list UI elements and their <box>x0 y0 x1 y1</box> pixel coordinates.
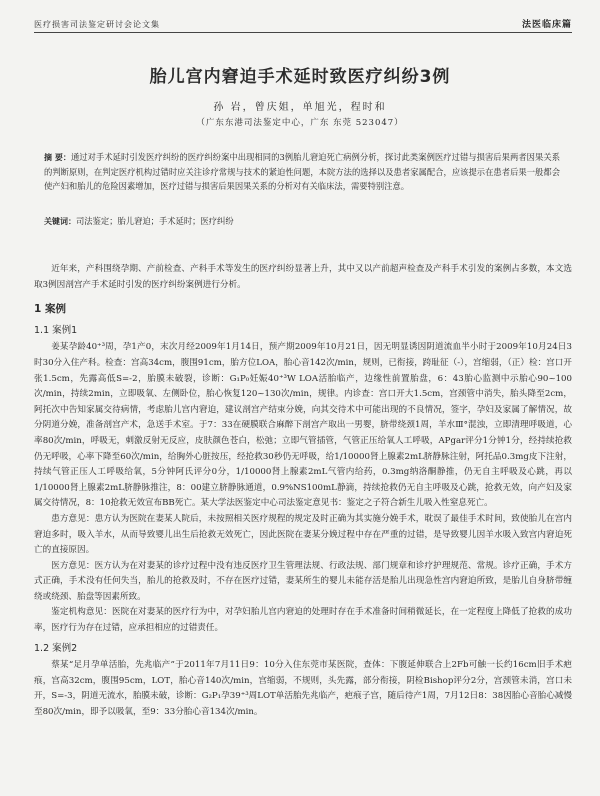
abstract-label: 摘 要： <box>44 153 71 162</box>
intro-paragraph: 近年来，产科围绕孕期、产前检查、产科手术等发生的医疗纠纷显著上升，其中又以产前超声检查及产科手术引发的案例占多数，本文选取3例因剖宫产手术延时引发的医疗纠纷案例进行分析。 <box>34 264 572 290</box>
header-right: 法医临床篇 <box>521 20 572 30</box>
case1-paragraph-2: 患方意见：患方认为医院在妻某人院后，未按照相关医疗规程的规定及时正确为其实施分娩手术，耽误了最佳手术时间，致使胎儿在宫内窘迫多时，吸入羊水，从而导致婴儿出生后抢救无效死亡，因此医院在妻某分娩过程中存在严重的过错，是导致婴儿因羊水吸入致宫内窘迫死亡的直接原因。 <box>34 513 572 556</box>
section-heading-cases: 1 案例 <box>34 303 66 316</box>
keywords-label: 关键词： <box>44 217 76 226</box>
keywords <box>44 214 560 229</box>
abstract <box>44 150 560 193</box>
authors: 孙 岩，曾庆姐，单旭光，程时和 <box>213 102 387 113</box>
article-body <box>34 262 572 721</box>
case1-paragraph-3: 医方意见：医方认为在对妻某的诊疗过程中没有违反医疗卫生管理法规、行政法规、部门规章和诊疗护理规范、常规。诊疗正确，手术方式正确，手术没有任何失当，胎儿的抢救及时，不存在医疗过错，妻某所生的婴儿未能存活是胎儿出现急性宫内窘迫所致，是胎儿自身脐带缠绕或绕颈、胎盘等因素所致。 <box>34 560 572 602</box>
abstract-text: 通过对手术延时引发医疗纠纷的医疗纠纷案中出现相同的3例胎儿窘迫死亡病例分析，探讨此类案例医疗过错与损害后果两者因果关系的判断原则，在判定医疗机构过错时应关注诊疗常规与技术的紧迫性问题，本院方法的选择以及患者家属配合，应该提示在患者后果一般都会使产妇和胎儿的危险因素增加，医疗过错与损害后果因果关系的分析对有关临床法，需要特别注意。 <box>44 152 560 191</box>
case1-heading: 1.1 案例1 <box>34 324 78 336</box>
case1-paragraph-4: 鉴定机构意见：医院在对妻某的医疗行为中，对孕妇胎儿宫内窘迫的处理时存在手术准备时间稍微延长，在一定程度上降低了抢救的成功率，医疗行为存在过错，应承担相应的过错责任。 <box>34 607 572 634</box>
case1-paragraph-1: 姜某孕龄40⁺³周，孕1产0，末次月经2009年1月14日，预产期2009年10月21日，因无明显诱因阴道流血半小时于2009年10月24日3时30分入住产科。检查：宫高34cm，腹围91cm，胎方位LOA，胎心音142次/min，规则，已衔接，跨耻征（-），宫缩弱，（正）检：宫口开张1.5cm，先露高低S=-2，胎膜未破裂，诊断：G₁P₀妊娠40⁺³W LOA活胎临产，边缘性前置胎盘，6：43胎心监测中示胎心90~100次/min，持续2min，立即吸氧、左侧卧位，胎心恢复120~130次/min，规律。内诊查：宫口开大1.5cm，宫颈管中消失，胎头降至2cm，阿托次中告知家属交待病情，考虑胎儿宫内窘迫，建议剖宫产结束分娩，向其交待术中可能出现的不良情况，签字，孕妇及家属了解情况，故分阴道分娩，准备剖宫产术，急送手术室。于7：33在硬膜联合麻醉下剖宫产取出一男婴，脐带绕颈1周，羊水Ⅲ°混浊，立即清理呼吸道，心率80次/min，呼吸无，刺激反射无反应，皮肤颜色苍白，松弛；立即气管插管，气管正压给氧人工呼吸，APgar评分1分钟1分，经持续抢救仍无呼吸，心率下降至60次/min，给胸外心脏按压，经抢救30秒仍无呼吸，给1/10000肾上腺素2mL脐静脉注射，阿托品0.3mg皮下注射，持续气管正压人工呼吸给氧，5分钟阿氏评分0分，1/10000肾上腺素2mL气管内给药，0.3mg纳洛酮静推，仍无自主呼吸及心跳，再以1/10000肾上腺素2mL脐静脉推注，8：00建立脐静脉通道，0.9%NS100mL静滴，持续抢救仍无自主呼吸及心跳，抢救无效，向产妇及家属交待情况，8：10抢救无效宣布BB死亡。某大学法医鉴定中心司法鉴定意见书：鉴定之子符合新生儿吸入性窒息死亡。 <box>34 342 572 509</box>
header-left: 医疗损害司法鉴定研讨会论文集 <box>34 20 160 29</box>
keywords-text: 司法鉴定；胎儿窘迫；手术延时；医疗纠纷 <box>76 216 234 226</box>
case2-paragraph-1: 蔡某“足月孕单活胎，先兆临产”于2011年7月11日9：10分入住东莞市某医院，查体：下腹延伸联合上2Fb可触一长约16cm旧手术疤痕，宫高32cm，腹围95cm，LOT，胎心音140次/min，宫缩弱，不规则，头先露，部分衔接，阴检Bishop评分2分，宫颈管未消，宫口未开，S=-3，阴道无流水，胎膜未破，诊断：G₂P₁孕39⁺³周LOT单活胎先兆临产，疤痕子宫，随后待产1周，7月12日8：38因胎心音胎心减慢至80次/min，即予以吸氧，至9：33分胎心音134次/min。 <box>34 660 572 718</box>
article-title: 胎儿宫内窘迫手术延时致医疗纠纷3例 <box>149 67 451 87</box>
case2-heading: 1.2 案例2 <box>34 642 78 654</box>
running-header <box>34 8 572 33</box>
affiliation: （广东东港司法鉴定中心，广东 东莞 523047） <box>196 118 404 128</box>
